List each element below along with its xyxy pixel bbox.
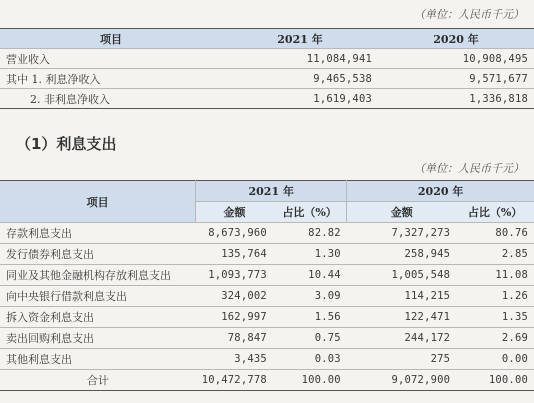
amount-2020: 1,005,548 [347,265,456,286]
amount-2021: 162,997 [196,307,273,328]
table2-unit-note: （单位：人民币千元） [414,162,524,175]
amount-2020: 258,945 [347,244,456,265]
amount-2020: 114,215 [347,286,456,307]
share-2021: 0.03 [273,349,347,370]
total-amount-2021: 10,472,778 [196,370,273,391]
header-share-2020: 占比（%） [456,202,534,223]
table-row [0,307,534,328]
share-2020: 2.69 [456,328,534,349]
row-label: 存款利息支出 [0,223,196,244]
header-2020: 2020 年 [347,181,534,202]
table-row [0,89,534,109]
header-item: 项目 [0,181,196,223]
row-label: 向中央银行借款利息支出 [0,286,196,307]
share-2020: 11.08 [456,265,534,286]
table1-unit-note: （单位：人民币千元） [414,8,524,21]
amount-2021: 3,435 [196,349,273,370]
value-2020: 10,908,495 [378,49,534,69]
row-label: 同业及其他金融机构存放利息支出 [0,265,196,286]
section-title: （1）利息支出 [16,135,117,153]
amount-2020: 7,327,273 [347,223,456,244]
share-2020: 0.00 [456,349,534,370]
table-row [0,286,534,307]
row-label: 其中 1. 利息净收入 [0,69,222,89]
row-label: 其他利息支出 [0,349,196,370]
share-2020: 1.35 [456,307,534,328]
share-2020: 80.76 [456,223,534,244]
total-amount-2020: 9,072,900 [347,370,456,391]
header-item: 项目 [0,29,222,49]
amount-2021: 8,673,960 [196,223,273,244]
header-2020: 2020 年 [378,29,534,49]
total-row [0,370,534,391]
row-label: 2. 非利息净收入 [0,89,222,109]
share-2021: 1.56 [273,307,347,328]
table-row [0,349,534,370]
table-row [0,223,534,244]
header-amount-2021: 金额 [196,202,273,223]
table-row [0,328,534,349]
header-share-2021: 占比（%） [273,202,347,223]
share-2021: 82.82 [273,223,347,244]
share-2021: 0.75 [273,328,347,349]
table-row [0,244,534,265]
value-2021: 1,619,403 [222,89,378,109]
amount-2021: 135,764 [196,244,273,265]
row-label: 卖出回购利息支出 [0,328,196,349]
table-row [0,69,534,89]
amount-2020: 275 [347,349,456,370]
total-share-2021: 100.00 [273,370,347,391]
header-amount-2020: 金额 [347,202,456,223]
amount-2020: 122,471 [347,307,456,328]
total-share-2020: 100.00 [456,370,534,391]
amount-2021: 78,847 [196,328,273,349]
share-2021: 1.30 [273,244,347,265]
row-label: 发行债券利息支出 [0,244,196,265]
value-2021: 9,465,538 [222,69,378,89]
amount-2021: 1,093,773 [196,265,273,286]
table-row [0,49,534,69]
share-2021: 10.44 [273,265,347,286]
value-2020: 9,571,677 [378,69,534,89]
row-label: 拆入资金利息支出 [0,307,196,328]
header-2021: 2021 年 [196,181,347,202]
table-row [0,265,534,286]
share-2020: 1.26 [456,286,534,307]
share-2021: 3.09 [273,286,347,307]
amount-2020: 244,172 [347,328,456,349]
amount-2021: 324,002 [196,286,273,307]
row-label: 营业收入 [0,49,222,69]
interest-expense-table [0,180,534,391]
value-2021: 11,084,941 [222,49,378,69]
header-2021: 2021 年 [222,29,378,49]
revenue-table [0,28,534,109]
share-2020: 2.85 [456,244,534,265]
value-2020: 1,336,818 [378,89,534,109]
total-label: 合计 [0,370,196,391]
